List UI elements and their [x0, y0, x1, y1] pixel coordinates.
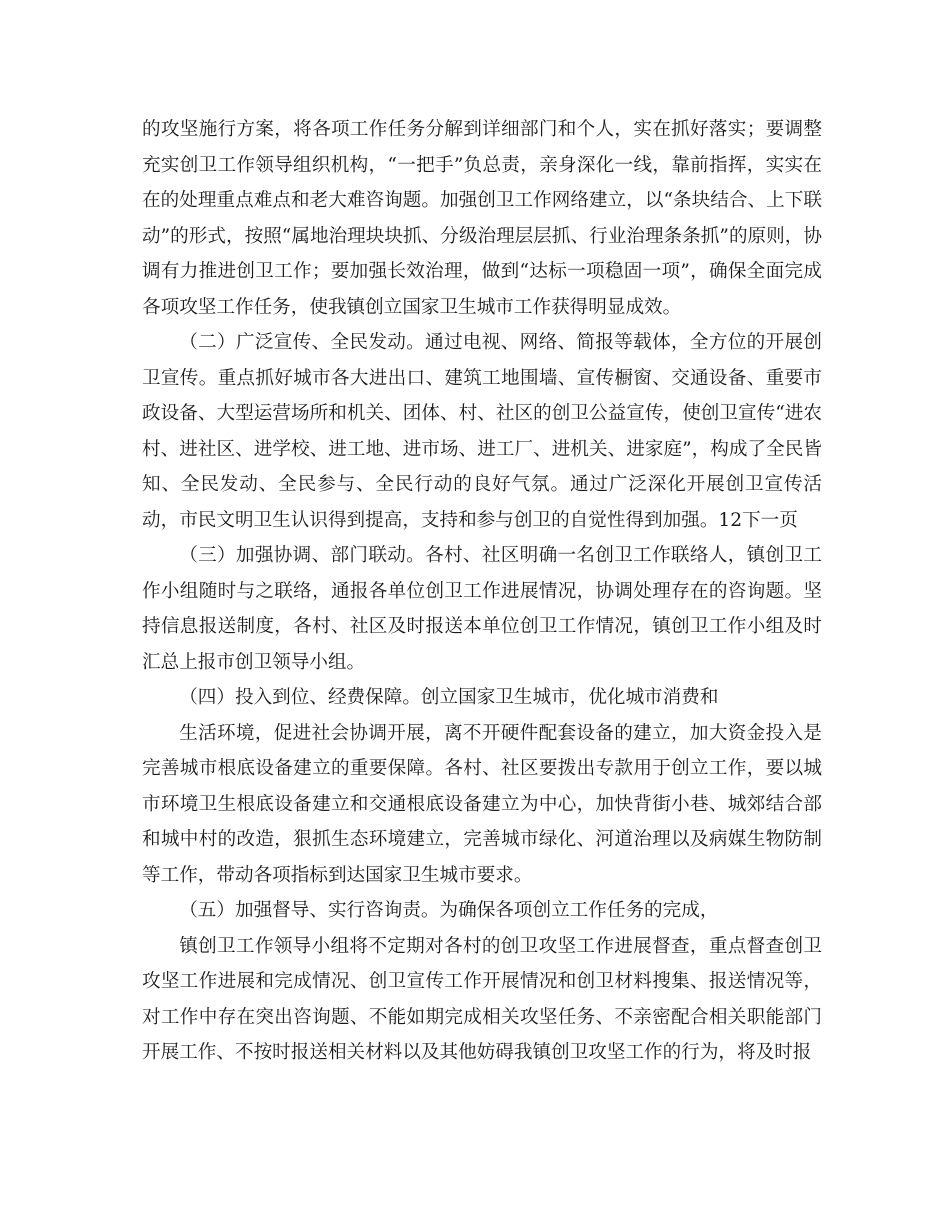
paragraph-section-3-coordination: （三）加强协调、部门联动。各村、社区明确一名创卫工作联络人，镇创卫工作小组随时与之联络，通报各单位创卫工作进展情况，协调处理存在的咨询题。坚持信息报送制度，各村、社区及时报送本单位创卫工作情况，镇创卫工作小组及时汇总上报市创卫领导小组。	[142, 545, 822, 673]
paragraph-section-2-publicity: （二）广泛宣传、全民发动。通过电视、网络、简报等载体，全方位的开展创卫宣传。重点抓好城市各大进出口、建筑工地围墙、宣传橱窗、交通设备、重要市政设备、大型运营场所和机关、团体、村、社区的创卫公益宣传，使创卫宣传“进农村、进社区、进学校、进工地、进市场、进工厂、进机关、进家庭”，构成了全民皆知、全民发动、全民参与、全民行动的良好气氛。通过广泛深化开展创卫宣传活动，市民文明卫生认识得到提高，支持和参与创卫的自觉性得到加强。12下一页	[142, 332, 822, 531]
paragraph-section-4-heading: （四）投入到位、经费保障。创立国家卫生城市，优化城市消费和	[179, 687, 719, 708]
paragraph-section-5-heading: （五）加强督导、实行咨询责。为确保各项创立工作任务的完成，	[179, 900, 719, 921]
paragraph-section-5-body: 镇创卫工作领导小组将不定期对各村的创卫攻坚工作进展督查，重点督查创卫攻坚工作进展和完成情况、创卫宣传工作开展情况和创卫材料搜集、报送情况等，对工作中存在突出咨询题、不能如期完成相关攻坚任务、不亲密配合相关职能部门开展工作、不按时报送相关材料以及其他妨碍我镇创卫攻坚工作的行为，将及时报	[142, 935, 822, 1063]
document-body	[142, 112, 822, 1071]
paragraph-continuation: 的攻坚施行方案，将各项工作任务分解到详细部门和个人，实在抓好落实；要调整充实创卫工作领导组织机构，“一把手”负总责，亲身深化一线，靠前指挥，实实在在的处理重点难点和老大难咨询题。加强创卫工作网络建立，以“条块结合、上下联动”的形式，按照“属地治理块块抓、分级治理层层抓、行业治理条条抓”的原则，协调有力推进创卫工作；要加强长效治理，做到“达标一项稳固一项”，确保全面完成各项攻坚工作任务，使我镇创立国家卫生城市工作获得明显成效。	[142, 119, 822, 318]
paragraph-section-4-body: 生活环境，促进社会协调开展，离不开硬件配套设备的建立，加大资金投入是完善城市根底设备建立的重要保障。各村、社区要拨出专款用于创立工作，要以城市环境卫生根底设备建立和交通根底设备建立为中心，加快背街小巷、城郊结合部和城中村的改造，狠抓生态环境建立，完善城市绿化、河道治理以及病媒生物防制等工作，带动各项指标到达国家卫生城市要求。	[142, 722, 822, 886]
